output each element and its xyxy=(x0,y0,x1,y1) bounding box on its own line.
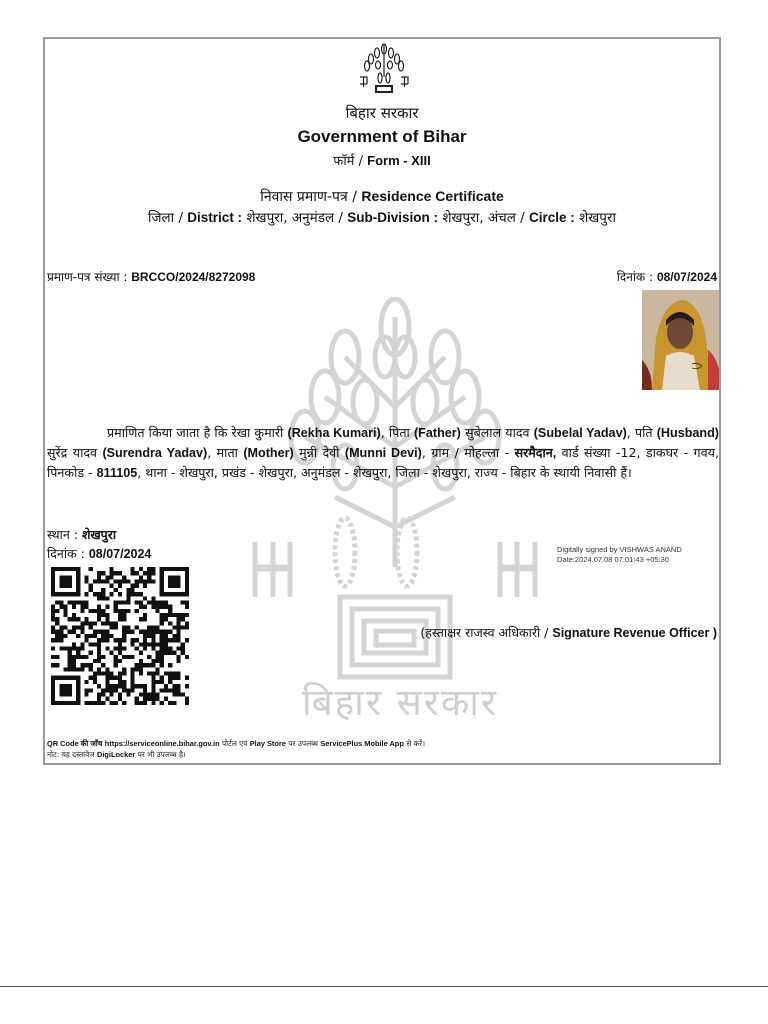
signed-date-value: 08/07/2024 xyxy=(88,547,152,561)
certificate-body xyxy=(47,423,719,483)
issue-date-label: दिनांक : xyxy=(616,270,654,284)
bihar-emblem-icon xyxy=(356,41,412,99)
note1-play-store: Play Store xyxy=(249,739,286,748)
digital-signature-signer: Digitally signed by VISHWAS ANAND xyxy=(557,545,682,554)
note2-text-b: पर भी उपलब्ध है। xyxy=(137,750,186,759)
note1-text-b: पोर्टल एवं xyxy=(221,739,248,748)
circle-value: शेखपुरा xyxy=(579,210,616,226)
bihar-emblem-watermark-icon xyxy=(245,297,545,737)
place xyxy=(47,526,116,543)
govt-title-english: Government of Bihar xyxy=(297,127,467,146)
father-label: (Father) xyxy=(413,426,461,440)
body-text-4: , पति xyxy=(626,425,653,440)
district-value: शेखपुरा, xyxy=(246,210,288,226)
certificate-number-label: प्रमाण-पत्र संख्या : xyxy=(47,270,128,284)
form-label-english: Form - XIII xyxy=(367,153,431,168)
form-number xyxy=(45,151,719,169)
digital-signature-date: Date:2024.07.08 07:01:43 +05:30 xyxy=(557,555,669,564)
note1-text-d: से करें। xyxy=(406,739,426,748)
body-text-9: वार्ड संख्या -12, डाकघर - गवय, पिनकोड - xyxy=(47,445,719,480)
signed-date-label: दिनांक : xyxy=(47,546,85,561)
note1-app-name: ServicePlus Mobile App xyxy=(320,739,404,748)
note2-text-a: नोट: यह दस्तावेज xyxy=(47,750,95,759)
issue-date xyxy=(617,268,717,285)
qr-code-modules xyxy=(51,567,189,705)
applicant-name-english: (Rekha Kumari) xyxy=(287,426,381,440)
father-name-hindi: सुबेलाल यादव xyxy=(465,425,530,440)
digital-signature xyxy=(557,545,682,565)
form-label-hindi: फॉर्म / xyxy=(333,154,363,169)
husband-label: (Husband) xyxy=(656,426,719,440)
village-value: सरमैदान, xyxy=(514,446,557,460)
applicant-photo xyxy=(642,290,721,390)
verification-link[interactable]: https://serviceonline.bihar.gov.in xyxy=(104,739,220,748)
certificate-number-value: BRCCO/2024/8272098 xyxy=(131,270,256,284)
qr-verification-note xyxy=(47,739,425,749)
certificate-title-english: Residence Certificate xyxy=(361,188,504,204)
body-text-1: प्रमाणित किया जाता है कि रेखा कुमारी xyxy=(107,425,284,440)
subdivision-label-english: Sub-Division : xyxy=(347,210,439,225)
page-bottom-rule xyxy=(0,986,768,987)
pincode-value: 811105 xyxy=(96,466,138,480)
issue-date-value: 08/07/2024 xyxy=(656,270,717,284)
place-label: स्थान : xyxy=(47,527,78,542)
body-text-6: , माता xyxy=(207,445,238,460)
certificate-number xyxy=(47,268,255,285)
subdivision-value: शेखपुरा, xyxy=(442,210,484,226)
digilocker-note xyxy=(47,750,186,760)
body-text-2: , पिता xyxy=(380,425,410,440)
place-value: शेखपुरा xyxy=(81,528,117,542)
residence-certificate xyxy=(43,37,721,765)
certificate-title xyxy=(45,187,719,206)
signature-label-hindi: (हस्ताक्षर राजस्व अधिकारी / xyxy=(420,625,549,640)
govt-title-hindi: बिहार सरकार xyxy=(345,104,419,122)
body-text-10: , थाना - शेखपुरा, प्रखंड - शेखपुरा, अनुमंडल - शेखपुरा, जिला - शेखपुरा, राज्य - बिहार के स्थायी निवासी हैं। xyxy=(137,465,632,480)
qr-code-icon[interactable] xyxy=(51,567,189,705)
mother-label: (Mother) xyxy=(243,446,294,460)
signature-officer xyxy=(420,624,717,641)
mother-name-hindi: मुन्नी देवी xyxy=(299,445,340,460)
signature-label-english: Signature Revenue Officer ) xyxy=(552,626,717,640)
signed-date xyxy=(47,545,151,562)
mother-name-english: (Munni Devi) xyxy=(344,446,422,460)
husband-name-hindi: सुरेंद्र यादव xyxy=(47,445,98,460)
district-label-hindi: जिला / xyxy=(147,210,183,226)
note1-text-c: पर उपलब्ध xyxy=(288,739,318,748)
certificate-title-hindi: निवास प्रमाण-पत्र / xyxy=(260,189,357,205)
circle-label-hindi: अंचल / xyxy=(487,210,525,226)
jurisdiction-line xyxy=(45,208,719,226)
circle-label-english: Circle : xyxy=(529,210,575,225)
note2-digilocker: DigiLocker xyxy=(97,750,136,759)
subdivision-label-hindi: अनुमंडल / xyxy=(291,210,343,226)
watermark-text: बिहार सरकार xyxy=(301,681,499,724)
body-text-8: , ग्राम / मोहल्ला - xyxy=(421,445,510,460)
husband-name-english: (Surendra Yadav) xyxy=(102,446,208,460)
father-name-english: (Subelal Yadav) xyxy=(533,426,627,440)
district-label-english: District : xyxy=(187,210,243,225)
note1-text-a: QR Code की जाँच xyxy=(47,739,103,748)
